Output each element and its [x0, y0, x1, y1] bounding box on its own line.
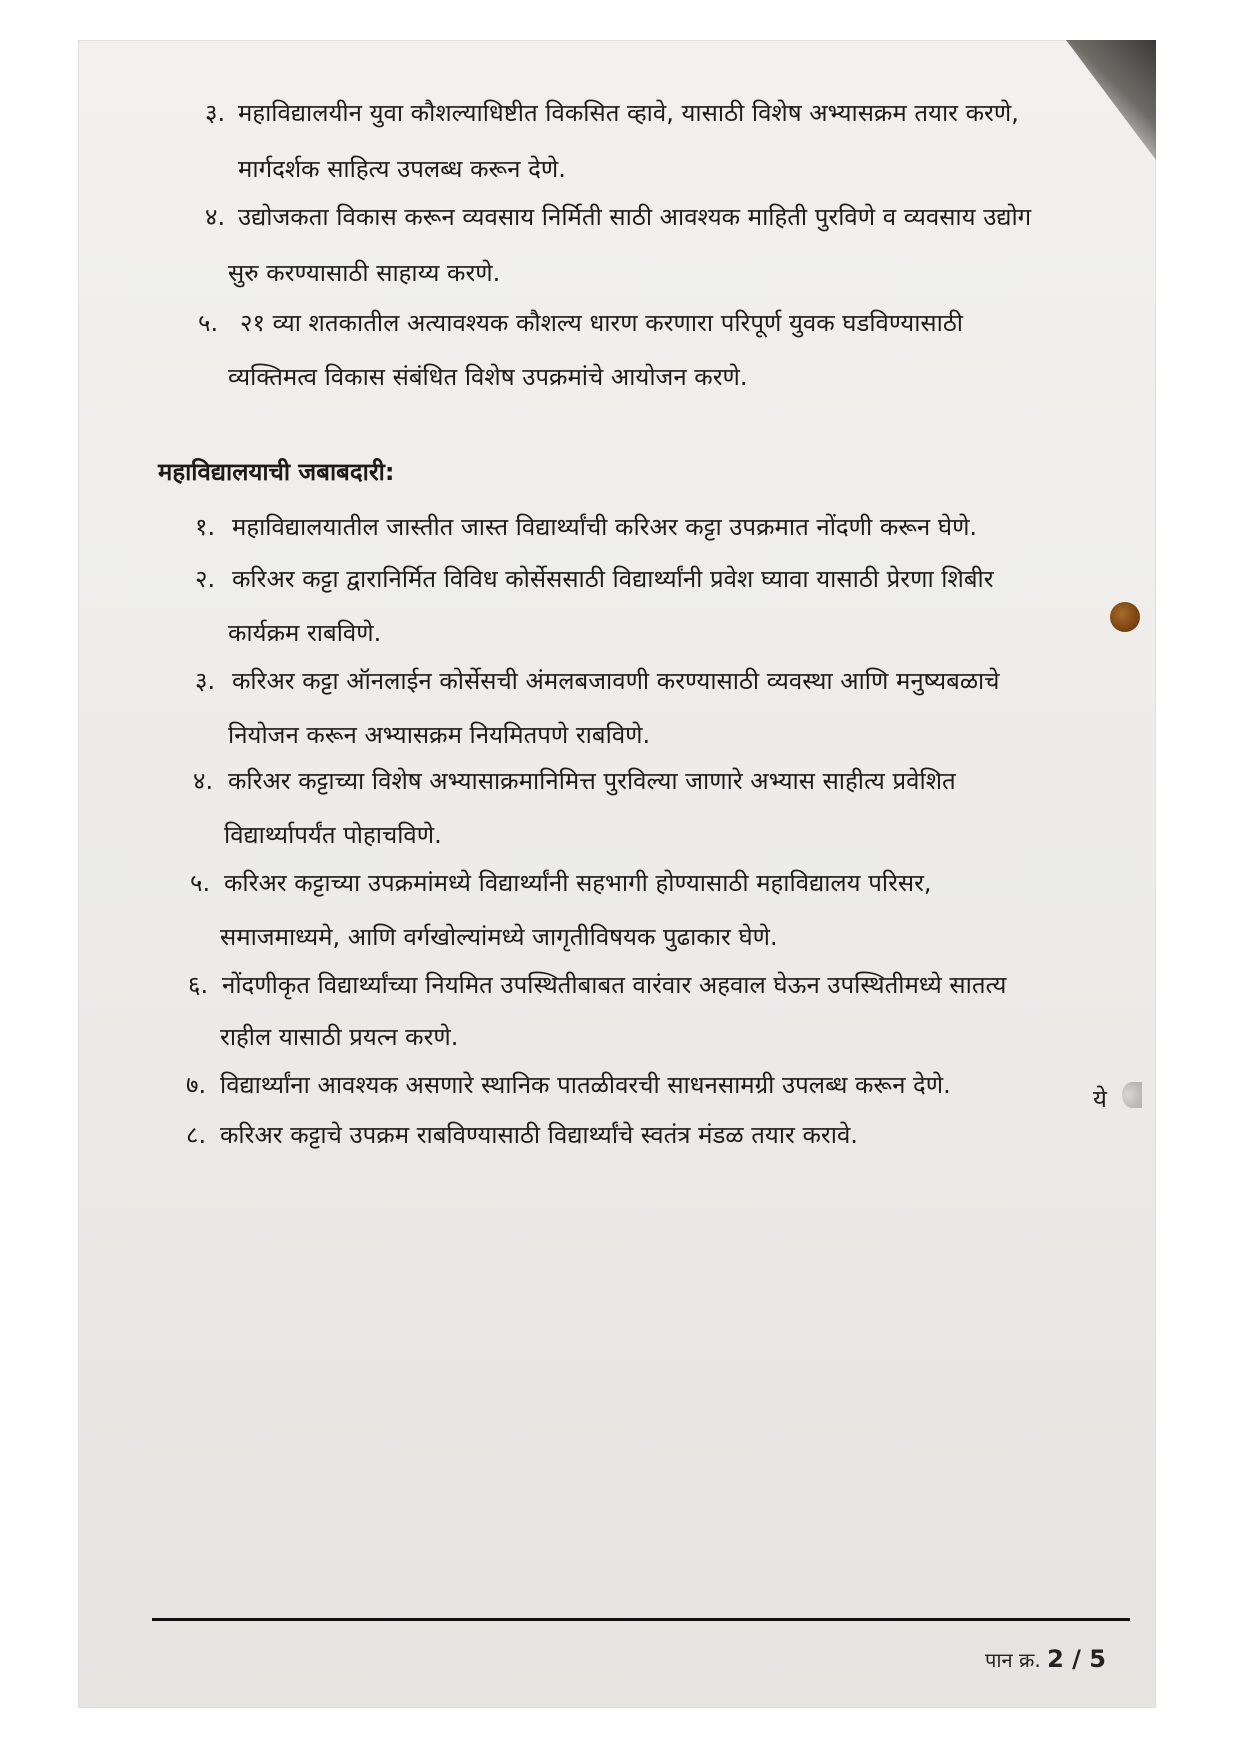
item-text-line1: विद्यार्थ्यांना आवश्यक असणारे स्थानिक पातळीवरची साधनसामग्री उपलब्ध करून देणे.	[220, 1071, 951, 1099]
item-number: ३.	[195, 667, 216, 695]
ink-stain	[1110, 602, 1140, 632]
section-heading: महाविद्यालयाची जबाबदारी:	[158, 458, 395, 486]
item-number: ५.	[190, 869, 211, 897]
page-label: पान क्र.	[985, 1648, 1041, 1672]
footer-divider	[152, 1618, 1130, 1621]
margin-mark: ये	[1093, 1085, 1107, 1113]
item-text-line1: २१ व्या शतकातील अत्यावश्यक कौशल्य धारण करणारा परिपूर्ण युवक घडविण्यासाठी	[240, 309, 964, 337]
item-text-line1: महाविद्यालयातील जास्तीत जास्त विद्यार्थ्यांची करिअर कट्टा उपक्रमात नोंदणी करून घेणे.	[232, 513, 978, 541]
item-number: ५.	[198, 309, 219, 337]
item-text-line1: करिअर कट्टा ऑनलाईन कोर्सेसची अंमलबजावणी करण्यासाठी व्यवस्था आणि मनुष्यबळाचे	[232, 667, 1000, 695]
item-text-line2: समाजमाध्यमे, आणि वर्गखोल्यांमध्ये जागृतीविषयक पुढाकार घेणे.	[220, 923, 778, 951]
item-text-line1: महाविद्यालयीन युवा कौशल्याधिष्टीत विकसित व्हावे, यासाठी विशेष अभ्यासक्रम तयार करणे,	[238, 99, 1019, 127]
item-text-line2: नियोजन करून अभ्यासक्रम नियमितपणे राबविणे.	[228, 721, 651, 749]
page-number-footer	[985, 1645, 1106, 1673]
item-text-line1: उद्योजकता विकास करून व्यवसाय निर्मिती साठी आवश्यक माहिती पुरविणे व व्यवसाय उद्योग	[238, 203, 1032, 231]
item-number: ४.	[205, 203, 226, 231]
item-text-line2: राहील यासाठी प्रयत्न करणे.	[220, 1023, 459, 1051]
item-text-line2: विद्यार्थ्यापर्यंत पोहाचविणे.	[224, 821, 442, 849]
item-text-line1: करिअर कट्टाचे उपक्रम राबविण्यासाठी विद्यार्थ्यांचे स्वतंत्र मंडळ तयार करावे.	[220, 1121, 858, 1149]
item-text-line2: सुरु करण्यासाठी साहाय्य करणे.	[228, 259, 501, 287]
item-text-line1: करिअर कट्टा द्वारानिर्मित विविध कोर्सेससाठी विद्यार्थ्यांनी प्रवेश घ्यावा यासाठी प्रेरणा शिबीर	[232, 565, 994, 593]
item-number: ६.	[188, 971, 209, 999]
item-number: २.	[195, 565, 216, 593]
item-text-line1: नोंदणीकृत विद्यार्थ्यांच्या नियमित उपस्थितीबाबत वारंवार अहवाल घेऊन उपस्थितीमध्ये सातत्य	[222, 971, 1007, 999]
page-number: 2 / 5	[1047, 1645, 1106, 1673]
item-text-line2: व्यक्तिमत्व विकास संबंधित विशेष उपक्रमांचे आयोजन करणे.	[228, 363, 748, 391]
item-number: ७.	[186, 1071, 207, 1099]
item-number: १.	[195, 513, 216, 541]
item-number: ८.	[186, 1121, 207, 1149]
item-number: ३.	[205, 99, 226, 127]
item-text-line2: मार्गदर्शक साहित्य उपलब्ध करून देणे.	[238, 155, 566, 183]
item-number: ४.	[193, 767, 214, 795]
punch-hole	[1122, 1082, 1142, 1108]
item-text-line1: करिअर कट्टाच्या विशेष अभ्यासाक्रमानिमित्त पुरविल्या जाणारे अभ्यास साहीत्य प्रवेशित	[228, 767, 956, 795]
item-text-line2: कार्यक्रम राबविणे.	[228, 619, 382, 647]
item-text-line1: करिअर कट्टाच्या उपक्रमांमध्ये विद्यार्थ्यांनी सहभागी होण्यासाठी महाविद्यालय परिसर,	[224, 869, 932, 897]
